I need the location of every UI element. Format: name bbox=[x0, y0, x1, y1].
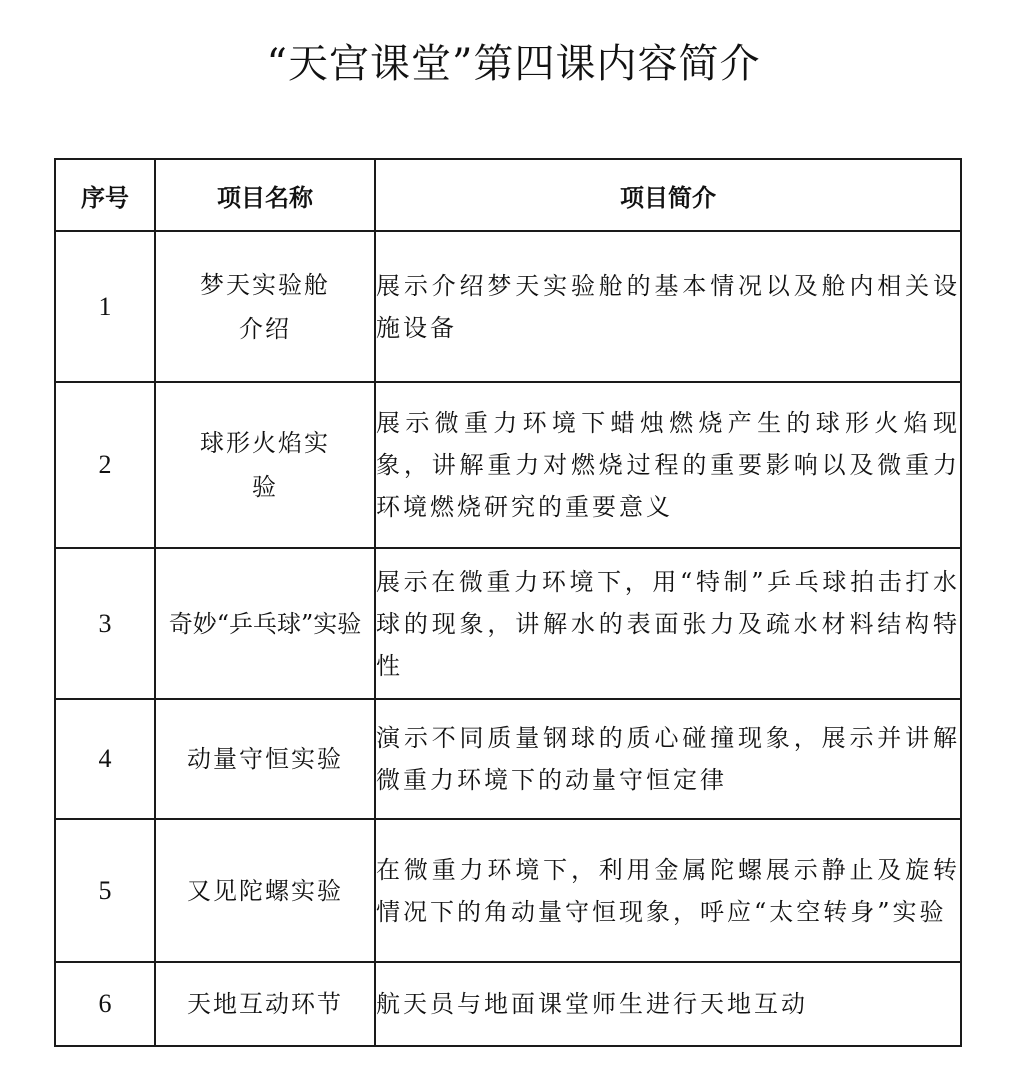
project-name: 动量守恒实验 bbox=[155, 699, 375, 819]
project-summary: 航天员与地面课堂师生进行天地互动 bbox=[375, 962, 961, 1046]
project-summary: 展示在微重力环境下，用“特制”乒乓球拍击打水球的现象，讲解水的表面张力及疏水材料结构特性 bbox=[375, 548, 961, 699]
row-number: 3 bbox=[55, 548, 155, 699]
project-summary: 展示介绍梦天实验舱的基本情况以及舱内相关设施设备 bbox=[375, 231, 961, 382]
project-summary: 演示不同质量钢球的质心碰撞现象，展示并讲解微重力环境下的动量守恒定律 bbox=[375, 699, 961, 819]
row-number: 2 bbox=[55, 382, 155, 548]
row-number: 5 bbox=[55, 819, 155, 962]
table-row bbox=[55, 699, 961, 819]
table-header-row bbox=[55, 159, 961, 231]
project-name: 又见陀螺实验 bbox=[155, 819, 375, 962]
row-number: 6 bbox=[55, 962, 155, 1046]
header-number: 序号 bbox=[55, 159, 155, 231]
table-row bbox=[55, 962, 961, 1046]
project-name: 天地互动环节 bbox=[155, 962, 375, 1046]
header-project-name: 项目名称 bbox=[155, 159, 375, 231]
project-summary: 展示微重力环境下蜡烛燃烧产生的球形火焰现象，讲解重力对燃烧过程的重要影响以及微重力环境燃烧研究的重要意义 bbox=[375, 382, 961, 548]
row-number: 4 bbox=[55, 699, 155, 819]
project-name: 球形火焰实验 bbox=[155, 382, 375, 548]
table-row bbox=[55, 819, 961, 962]
table-row bbox=[55, 231, 961, 382]
project-name: 梦天实验舱介绍 bbox=[155, 231, 375, 382]
project-summary: 在微重力环境下，利用金属陀螺展示静止及旋转情况下的角动量守恒现象，呼应“太空转身”实验 bbox=[375, 819, 961, 962]
project-name: 奇妙“乒乓球”实验 bbox=[155, 548, 375, 699]
course-content-table bbox=[54, 158, 962, 1047]
document-title: “天宫课堂”第四课内容简介 bbox=[266, 41, 761, 87]
row-number: 1 bbox=[55, 231, 155, 382]
table-row bbox=[55, 382, 961, 548]
table-row bbox=[55, 548, 961, 699]
header-project-summary: 项目简介 bbox=[375, 159, 961, 231]
